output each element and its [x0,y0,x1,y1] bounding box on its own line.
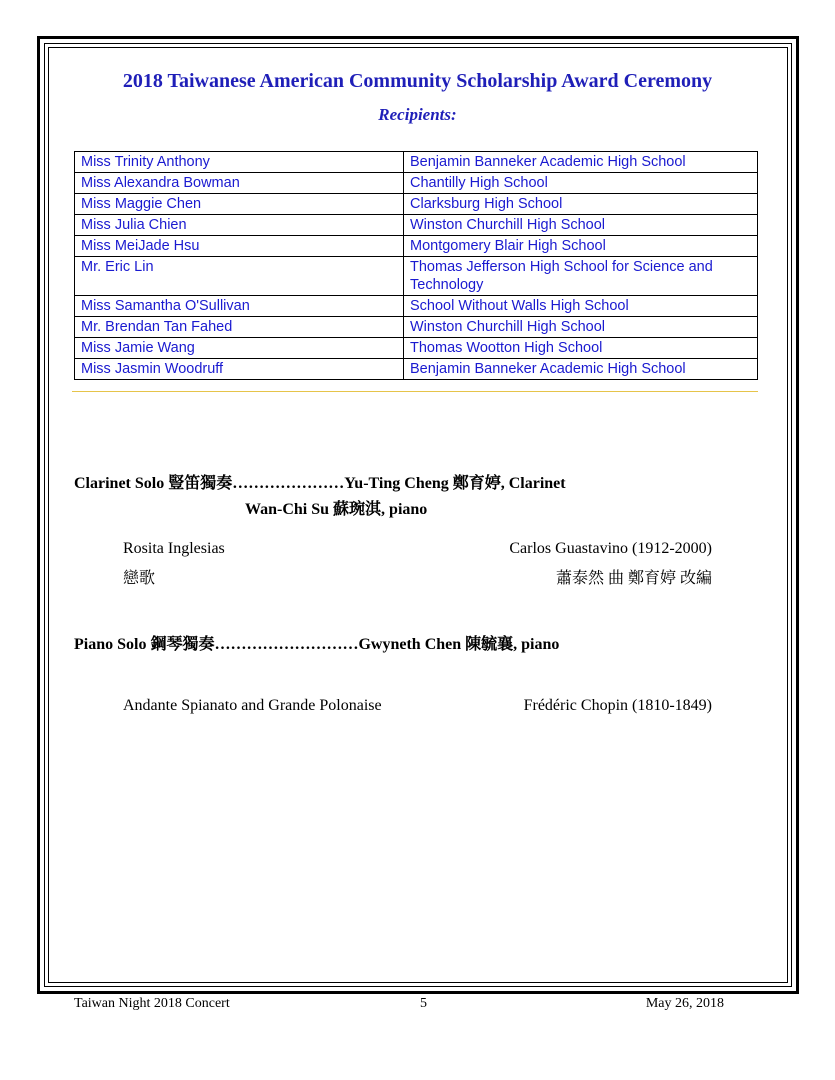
recipient-name: Miss Jasmin Woodruff [75,359,404,380]
recipient-school: Benjamin Banneker Academic High School [404,359,758,380]
recipient-school: Montgomery Blair High School [404,236,758,257]
section-divider [72,391,758,392]
page-number: 5 [420,996,427,1011]
table-row [75,317,758,338]
recipient-school: Thomas Jefferson High School for Science and Technology [404,257,758,296]
recipient-name: Miss Samantha O'Sullivan [75,296,404,317]
clarinet-piece-title-zh: 戀歌 [123,570,156,587]
recipient-school: Benjamin Banneker Academic High School [404,152,758,173]
recipient-name: Mr. Eric Lin [75,257,404,296]
clarinet-solo-line: Clarinet Solo 豎笛獨奏…………………Yu-Ting Cheng 鄭育婷, Clarinet [74,475,566,492]
clarinet-composer: Carlos Guastavino (1912-2000) [509,540,712,557]
table-row [75,194,758,215]
clarinet-accompanist-line: Wan-Chi Su 蘇琬淇, piano [245,501,428,518]
document-title: 2018 Taiwanese American Community Scholarship Award Ceremony [122,70,713,92]
table-row [75,173,758,194]
table-row [75,296,758,317]
recipient-name: Miss Jamie Wang [75,338,404,359]
recipient-name: Mr. Brendan Tan Fahed [75,317,404,338]
table-row [75,152,758,173]
recipient-school: Chantilly High School [404,173,758,194]
recipient-school: Winston Churchill High School [404,215,758,236]
clarinet-piece-title: Rosita Inglesias [123,540,225,557]
table-row [75,236,758,257]
footer-date: May 26, 2018 [645,996,724,1011]
recipients-heading: Recipients: [378,105,457,124]
piano-solo-line: Piano Solo 鋼琴獨奏………………………Gwyneth Chen 陳毓襄, piano [74,636,560,653]
recipient-school: School Without Walls High School [404,296,758,317]
table-row [75,257,758,296]
recipient-name: Miss Maggie Chen [75,194,404,215]
recipient-name: Miss Trinity Anthony [75,152,404,173]
recipient-name: Miss Julia Chien [75,215,404,236]
recipient-school: Winston Churchill High School [404,317,758,338]
clarinet-composer-zh: 蕭泰然 曲 鄭育婷 改編 [555,570,712,587]
piano-composer: Frédéric Chopin (1810-1849) [523,697,712,714]
table-row [75,359,758,380]
footer-event-name: Taiwan Night 2018 Concert [74,996,230,1011]
recipient-name: Miss Alexandra Bowman [75,173,404,194]
recipient-school: Thomas Wootton High School [404,338,758,359]
table-row [75,338,758,359]
recipient-school: Clarksburg High School [404,194,758,215]
table-row [75,215,758,236]
piano-piece-title: Andante Spianato and Grande Polonaise [123,697,382,714]
recipients-table [74,151,758,380]
recipient-name: Miss MeiJade Hsu [75,236,404,257]
